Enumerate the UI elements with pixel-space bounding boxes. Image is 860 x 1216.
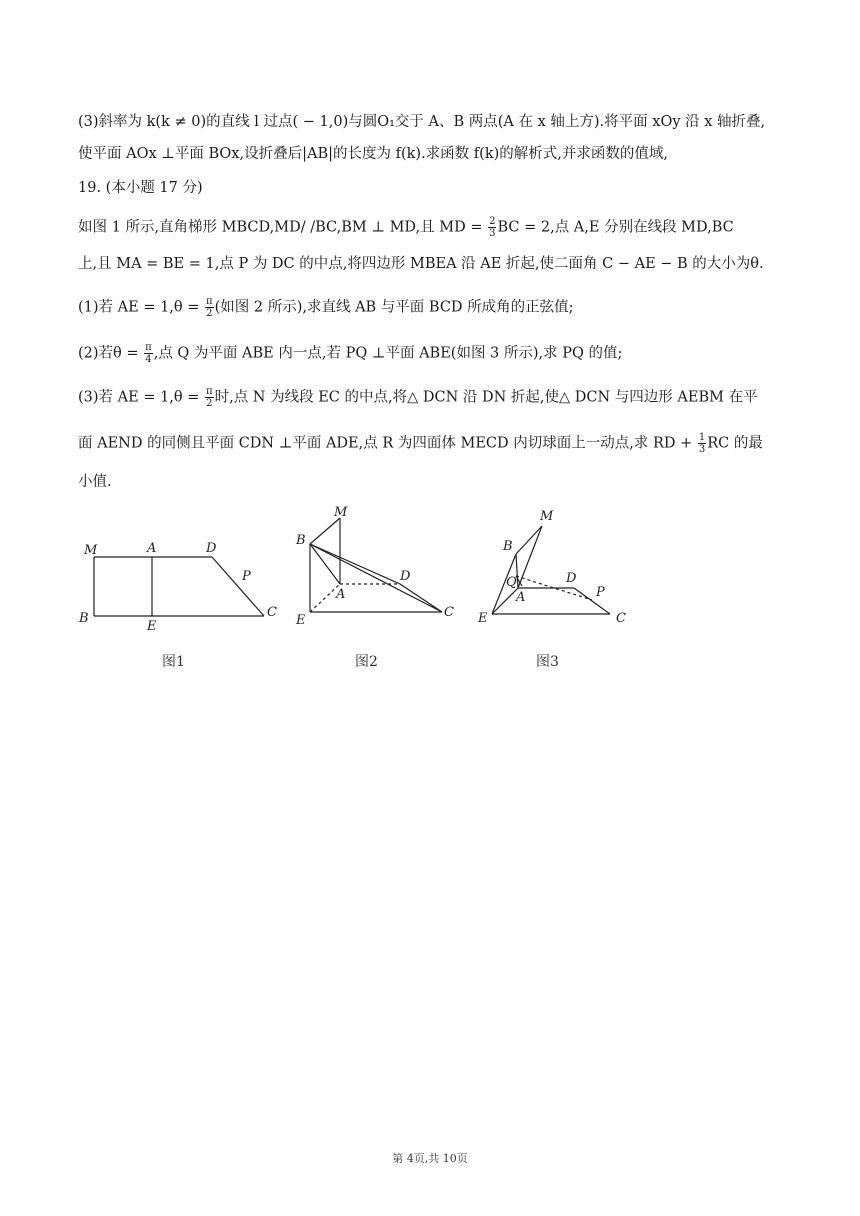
fig2-edge-bc [310,544,442,612]
fig2-edge-bd [310,544,400,584]
problem-18-part3-line1: (3)斜率为 k(k ≠ 0)的直线 l 过点( − 1,0)与圆O₁交于 A、B 两点(A 在 x 轴上方).将平面 xOy 沿 x 轴折叠, [78,114,766,130]
part1-text-a: (1)若 AE = 1,θ = [78,299,205,316]
part1-text-b: (如图 2 所示),求直线 AB 与平面 BCD 所成角的正弦值; [214,299,574,316]
fig3-edge-ea [492,588,518,614]
frac-den: 2 [206,308,213,319]
fig2-edge-dc [400,584,442,612]
fig1-label-m: M [84,543,98,558]
fig3-edge-ma [518,526,542,588]
frac-den: 4 [145,354,152,365]
fig2-label-m: M [334,505,348,520]
fig1-label-d: D [206,541,217,556]
problem-19-part3-line2 [78,432,784,455]
problem-19-intro-line1 [78,216,784,239]
fraction-two-thirds [488,216,496,239]
fraction-one-third [698,432,706,455]
problem-19-intro-line2: 上,且 MA = BE = 1,点 P 为 DC 的中点,将四边形 MBEA 沿 AE 折起,使二面角 C − AE − B 的大小为θ. [78,256,764,272]
frac-den: 3 [489,228,496,239]
fraction-pi-over-4 [144,342,153,365]
fig3-edge-bm [516,526,542,554]
problem-19-part3-line3: 小值. [78,474,112,490]
figure-2 [310,518,442,612]
fig2-edge-bm [310,518,340,544]
part2-text-b: ,点 Q 为平面 ABE 内一点,若 PQ ⊥平面 ABE(如图 3 所示),求 PQ 的值; [153,345,623,362]
fraction-pi-over-2 [205,296,214,319]
part3-line2-text-a: 面 AEND 的同侧且平面 CDN ⊥平面 ADE,点 R 为四面体 MECD 内切球面上一动点,求 RD + [78,435,697,452]
fig2-label-a: A [336,587,346,602]
frac-num: π [206,386,213,397]
frac-num: π [145,342,152,353]
fig3-label-m: M [540,509,554,524]
fig2-label-d: D [400,569,411,584]
fig3-label-a: A [516,590,526,605]
fig1-label-b: B [79,611,89,626]
fig2-label-c: C [444,605,454,620]
intro-text-b: BC = 2,点 A,E 分别在线段 MD,BC [497,219,734,236]
frac-num: 2 [489,216,496,227]
figure-1-labels [78,541,277,670]
problem-19-part3-line1 [78,386,784,409]
problem-19-part1 [78,296,784,319]
page-footer: 第 4页,共 10页 [392,1152,468,1165]
part3-text-a: (3)若 AE = 1,θ = [78,389,205,406]
fig3-label-b: B [503,539,513,554]
frac-den: 2 [206,398,213,409]
fig3-caption: 图3 [536,654,559,670]
fig3-label-c: C [616,611,626,626]
fig1-label-p: P [242,569,251,584]
figures-diagram [70,496,650,686]
part3-line2-text-b: RC 的最 [707,435,763,452]
problem-19-header: 19. (本小题 17 分) [78,180,203,196]
frac-num: π [206,296,213,307]
fig2-edge-ba [310,544,340,584]
fig2-caption: 图2 [355,654,378,670]
fig1-label-a: A [147,541,157,556]
part3-text-b: 时,点 N 为线段 EC 的中点,将△ DCN 沿 DN 折起,使△ DCN 与四边形 AEBM 在平 [214,389,758,406]
intro-text-a: 如图 1 所示,直角梯形 MBCD,MD/ /BC,BM ⊥ MD,且 MD = [78,219,488,236]
problem-18-part3-line2: 使平面 AOx ⊥平面 BOx,设折叠后|AB|的长度为 f(k).求函数 f(k)的解析式,并求函数的值域, [78,146,668,162]
fig1-label-c: C [267,605,277,620]
frac-den: 3 [698,444,706,455]
fig2-label-b: B [296,533,306,548]
figure-3-labels [477,509,626,670]
fig3-label-d: D [566,571,577,586]
fig1-caption: 图1 [162,654,185,670]
fig2-label-e: E [296,613,306,628]
fig3-label-q: Q [506,575,517,590]
fig3-label-p: P [596,585,605,600]
figure-2-labels [295,505,454,670]
problem-19-part2 [78,342,784,365]
figure-1 [94,557,264,616]
frac-num: 1 [698,432,706,443]
fig3-label-e: E [478,611,488,626]
fig1-label-e: E [147,619,157,634]
fig1-edge-dc [212,557,264,616]
fraction-pi-over-2 [205,386,214,409]
part2-text-a: (2)若θ = [78,345,144,362]
